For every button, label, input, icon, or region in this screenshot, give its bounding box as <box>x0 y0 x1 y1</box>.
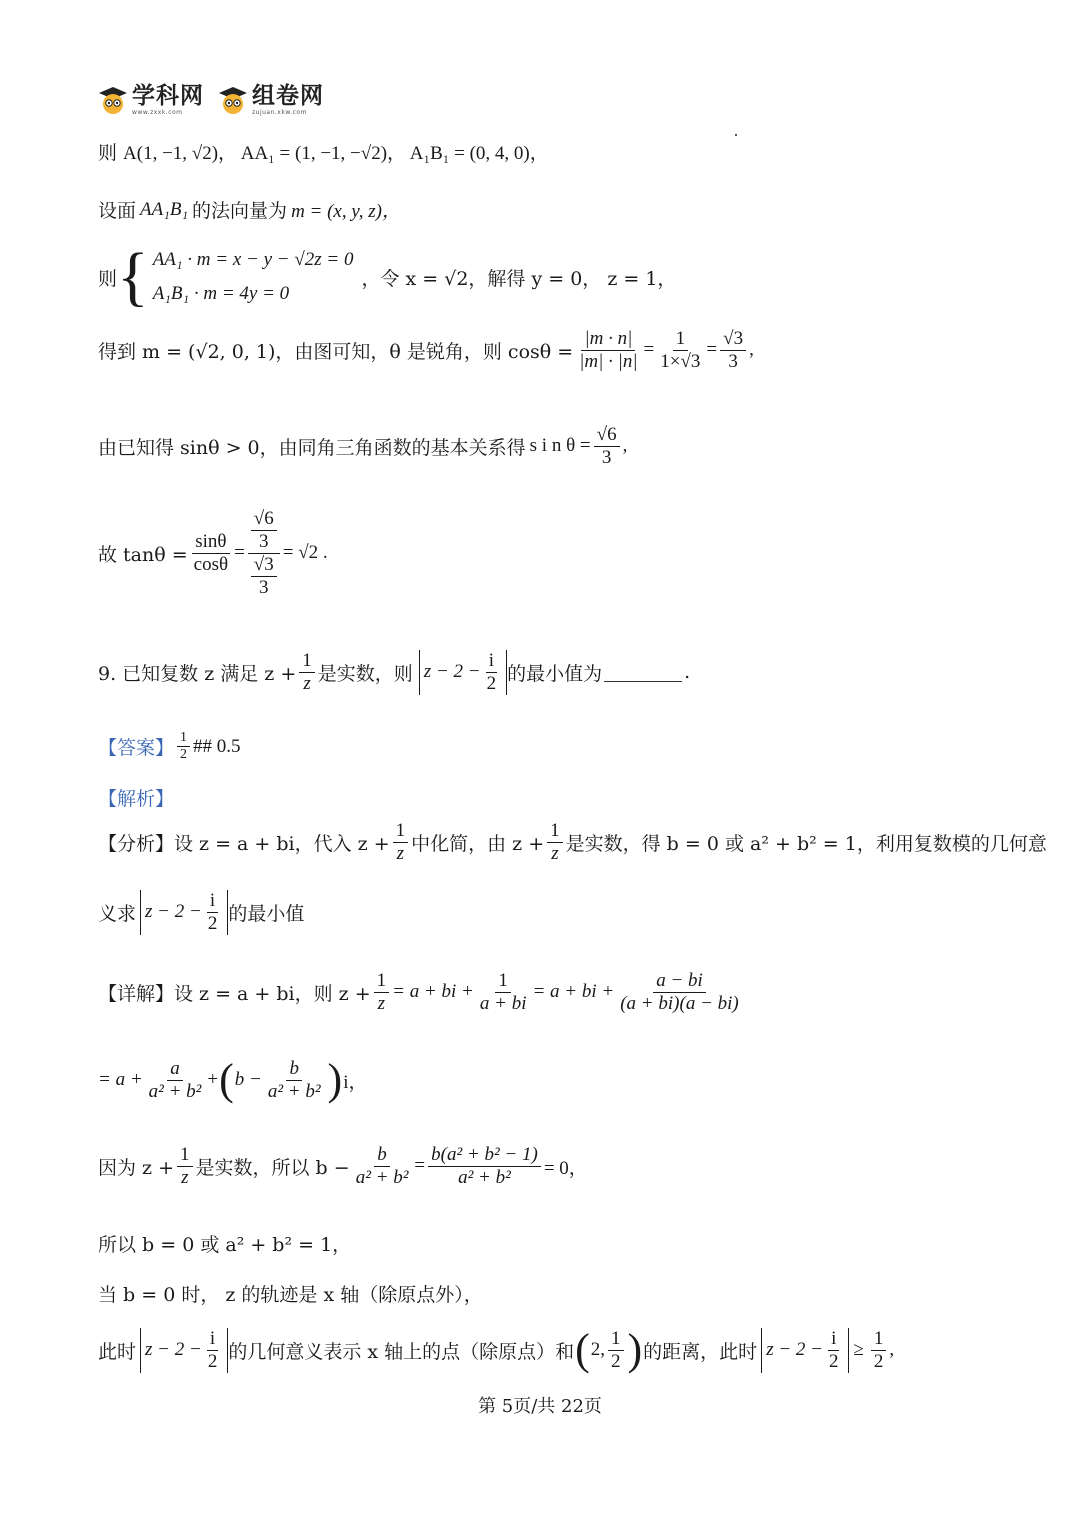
text: 的最小值 <box>228 902 305 925</box>
numerator: a − bi <box>653 970 706 993</box>
left-brace: { <box>117 240 149 313</box>
fraction <box>826 1328 842 1373</box>
logo-zujuan <box>218 82 324 116</box>
answer-blank <box>604 663 682 682</box>
denominator: a² + b² <box>267 1080 321 1102</box>
compound-fraction <box>248 508 280 598</box>
line-normal-vector <box>98 196 401 223</box>
numerator: 1 <box>673 328 689 351</box>
denominator: 3 <box>259 530 269 552</box>
text: 所以 b = 0 或 a² + b² = 1， <box>98 1234 352 1256</box>
denominator: a + bi <box>479 992 527 1014</box>
denominator: a² + b² <box>458 1166 511 1188</box>
numerator: 1 <box>495 970 511 993</box>
page-footer: 第 5页/共 22页 <box>478 1396 602 1417</box>
denominator: 2 <box>207 912 218 934</box>
owl-logo-icon <box>98 85 128 115</box>
logo-zxxk <box>98 82 204 116</box>
numerator: √6 <box>251 508 277 531</box>
fraction <box>608 1328 624 1373</box>
fraction <box>393 820 409 865</box>
math: = a + bi + <box>392 981 474 1003</box>
text: 【分析】设 z = a + bi，代入 z + <box>98 832 390 855</box>
denominator: 2 <box>486 672 497 694</box>
question-text: 9. 已知复数 z 满足 z + <box>98 662 297 685</box>
question-9: 9. 已知复数 z 满足 z + $\frac{1}{z}$ 是实数，则 z − 2 − $\frac{i}{2}$ 的最小值为 . <box>98 650 691 694</box>
question-text: 是实数，则 <box>317 662 413 685</box>
math: AA₁B₁ <box>140 198 189 220</box>
fraction <box>191 531 231 576</box>
owl-logo-icon <box>218 85 248 115</box>
denominator: cosθ <box>193 553 229 575</box>
denominator: 2 <box>873 1350 884 1372</box>
numerator: 1 <box>547 820 563 843</box>
text: 的法向量为 <box>192 200 288 222</box>
fraction <box>720 328 746 373</box>
fraction <box>265 1058 324 1103</box>
text: 当 b = 0 时， z 的轨迹是 x 轴（除原点外）， <box>98 1284 483 1306</box>
numerator: √3 <box>251 554 277 577</box>
numerator: 1 <box>871 1328 887 1351</box>
fraction <box>299 650 315 695</box>
math: i， <box>343 1071 368 1093</box>
text: 设面 <box>98 200 137 222</box>
numerator: |m · n| <box>581 328 635 351</box>
line-cos-theta: 得到 m = (√2, 0, 1)，由图可知，θ 是锐角，则 cosθ = $\frac{|m \cdot n|}{|m| \cdot |n|}$ = $\frac{1}{1\times√3}$ = $\frac{√3}{3}$ , <box>98 328 754 372</box>
text: 则 <box>98 267 118 290</box>
denominator: 3 <box>728 350 738 372</box>
analysis-label-line <box>98 784 174 811</box>
analysis-line-1 <box>98 820 1047 865</box>
line-equation-system <box>98 240 677 313</box>
math: z − 2 − <box>145 1339 202 1361</box>
logo1-url: www.zxxk.com <box>132 108 183 116</box>
fraction <box>146 1058 205 1103</box>
modulus <box>761 1328 849 1373</box>
denominator: a² + b² <box>355 1166 409 1188</box>
denominator: z <box>551 842 559 864</box>
fraction <box>177 1144 193 1189</box>
fraction <box>374 970 390 1015</box>
text: 是实数，得 b = 0 或 a² + b² = 1，利用复数模的几何意 <box>565 832 1047 855</box>
logo2-name: 组卷网 <box>252 82 324 109</box>
math: b − <box>234 1069 262 1091</box>
solution-line-4 <box>98 1230 351 1257</box>
numerator: b <box>374 1144 390 1167</box>
numerator: 1 <box>393 820 409 843</box>
modulus <box>140 890 228 935</box>
numerator: a <box>167 1058 183 1081</box>
fraction <box>477 970 530 1015</box>
line-tan-theta: 故 tanθ = $\frac{\sin\theta}{\cos\theta}$ = $\frac{\frac{√6}{3}}{\frac{√3}{3}}$ = √2 . <box>98 508 328 598</box>
text: 的距离，此时 <box>643 1340 758 1363</box>
system <box>153 249 354 305</box>
denominator: z <box>396 842 405 864</box>
denominator: |m| · |n| <box>579 350 638 372</box>
text: 的几何意义表示 x 轴上的点（除原点）和 <box>228 1340 575 1363</box>
numerator: √3 <box>720 328 746 351</box>
math: A(1, −1, √2)， AA₁ = (1, −1, −√2)， A₁B₁ = (0, 4, 0)， <box>123 143 549 164</box>
solution-line-3 <box>98 1144 588 1189</box>
text: 因为 z + <box>98 1156 175 1179</box>
text: 此时 <box>98 1340 137 1363</box>
fraction <box>484 650 500 695</box>
text: 中化简，由 z + <box>411 832 545 855</box>
analysis-label: 【解析】 <box>98 789 175 810</box>
denominator: 2 <box>207 1350 218 1372</box>
denominator: 2 <box>611 1350 621 1372</box>
fraction <box>594 424 620 469</box>
solution-line-1 <box>98 970 745 1015</box>
logo1-name: 学科网 <box>132 82 204 109</box>
denominator <box>248 554 280 599</box>
math: = <box>414 1155 426 1177</box>
text: 得到 m = (√2, 0, 1)，由图可知，θ 是锐角，则 cosθ = <box>98 340 574 363</box>
fraction <box>428 1144 541 1189</box>
equation-2: A₁B₁ · m = 4y = 0 <box>152 283 290 304</box>
fraction <box>353 1144 412 1189</box>
answer-value: ## 0.5 <box>193 735 241 757</box>
math: 2, <box>590 1339 606 1361</box>
line-coordinates <box>98 138 549 165</box>
numerator: i <box>486 650 497 673</box>
question-text: 的最小值为 <box>507 662 603 685</box>
fraction <box>205 1328 221 1373</box>
denominator: 2 <box>828 1350 839 1372</box>
denominator: (a + bi)(a − bi) <box>620 992 739 1014</box>
denominator: 3 <box>601 446 612 468</box>
denominator: 2 <box>180 747 188 763</box>
text: 则 <box>98 142 118 164</box>
solution-line-2: = a + $\frac{a}{\text{a² + b²}}$ + ( b − $\frac{b}{\text{a² + b²}}$ ) i， <box>98 1055 368 1105</box>
text: 是实数，所以 b − <box>195 1156 350 1179</box>
answer-line <box>98 730 241 763</box>
math: z − 2 − <box>423 661 481 683</box>
denominator: z <box>377 992 386 1014</box>
numerator: b <box>286 1058 302 1081</box>
fraction <box>617 970 742 1015</box>
numerator <box>248 508 280 554</box>
scan-dot <box>735 134 737 136</box>
denominator: 1×√3 <box>660 350 701 372</box>
fraction <box>871 1328 887 1373</box>
numerator: sinθ <box>192 531 229 554</box>
text: 【详解】设 z = a + bi，则 z + <box>98 982 371 1005</box>
numerator: √6 <box>594 424 620 447</box>
fraction <box>205 890 221 935</box>
modulus <box>140 1328 228 1373</box>
line-sin-theta: 由已知得 sinθ > 0，由同角三角函数的基本关系得 s i n θ = $\frac{√6}{3}$ , <box>98 424 628 468</box>
numerator: 1 <box>608 1328 624 1351</box>
numerator: 1 <box>299 650 315 673</box>
math: = 0， <box>543 1157 588 1179</box>
denominator: 3 <box>259 576 269 598</box>
numerator: b(a² + b² − 1) <box>428 1144 541 1167</box>
equation-1: AA₁ · m = x − y − √2z = 0 <box>152 249 354 270</box>
math: z − 2 − <box>766 1339 823 1361</box>
numerator: 1 <box>374 970 390 993</box>
numerator: 1 <box>177 730 190 747</box>
math: m = (x, y, z)， <box>291 201 401 222</box>
numerator: i <box>207 890 218 913</box>
analysis-line-2 <box>98 890 304 935</box>
math: = √2 . <box>282 542 328 564</box>
denominator: z <box>181 1166 189 1188</box>
text: 故 tanθ = <box>98 543 188 566</box>
fraction <box>576 328 640 373</box>
header-logos <box>98 78 324 122</box>
math: = a + <box>98 1069 143 1091</box>
denominator: z <box>303 672 311 694</box>
numerator: 1 <box>177 1144 193 1167</box>
solution-line-5 <box>98 1280 483 1307</box>
fraction <box>177 730 190 763</box>
solution-line-6: 此时 z − 2 − $\frac{i}{2}$ 的几何意义表示 x 轴上的点（除原点）和 ( 2, $\frac{1}{2}$ ) 的距离，此时 z − 2 − $\frac{i}{2}$ ≥ $\frac{1}{2}$ , <box>98 1325 895 1375</box>
numerator: i <box>828 1328 839 1351</box>
text: 由已知得 sinθ > 0，由同角三角函数的基本关系得 <box>98 436 526 459</box>
math: = a + bi + <box>532 981 615 1003</box>
fraction <box>657 328 703 373</box>
text: ，令 x = √2，解得 y = 0， z = 1， <box>361 267 677 290</box>
numerator: i <box>207 1328 218 1351</box>
fraction <box>547 820 563 865</box>
math: s i n θ = <box>529 435 591 457</box>
math: z − 2 − <box>145 901 202 923</box>
answer-label: 【答案】 <box>98 738 175 760</box>
modulus <box>419 650 507 695</box>
math: ≥ <box>853 1339 864 1361</box>
logo2-url: zujuan.xkw.com <box>252 108 307 116</box>
math: + <box>207 1069 219 1091</box>
text: 义求 <box>98 902 137 925</box>
denominator: a² + b² <box>148 1080 202 1102</box>
